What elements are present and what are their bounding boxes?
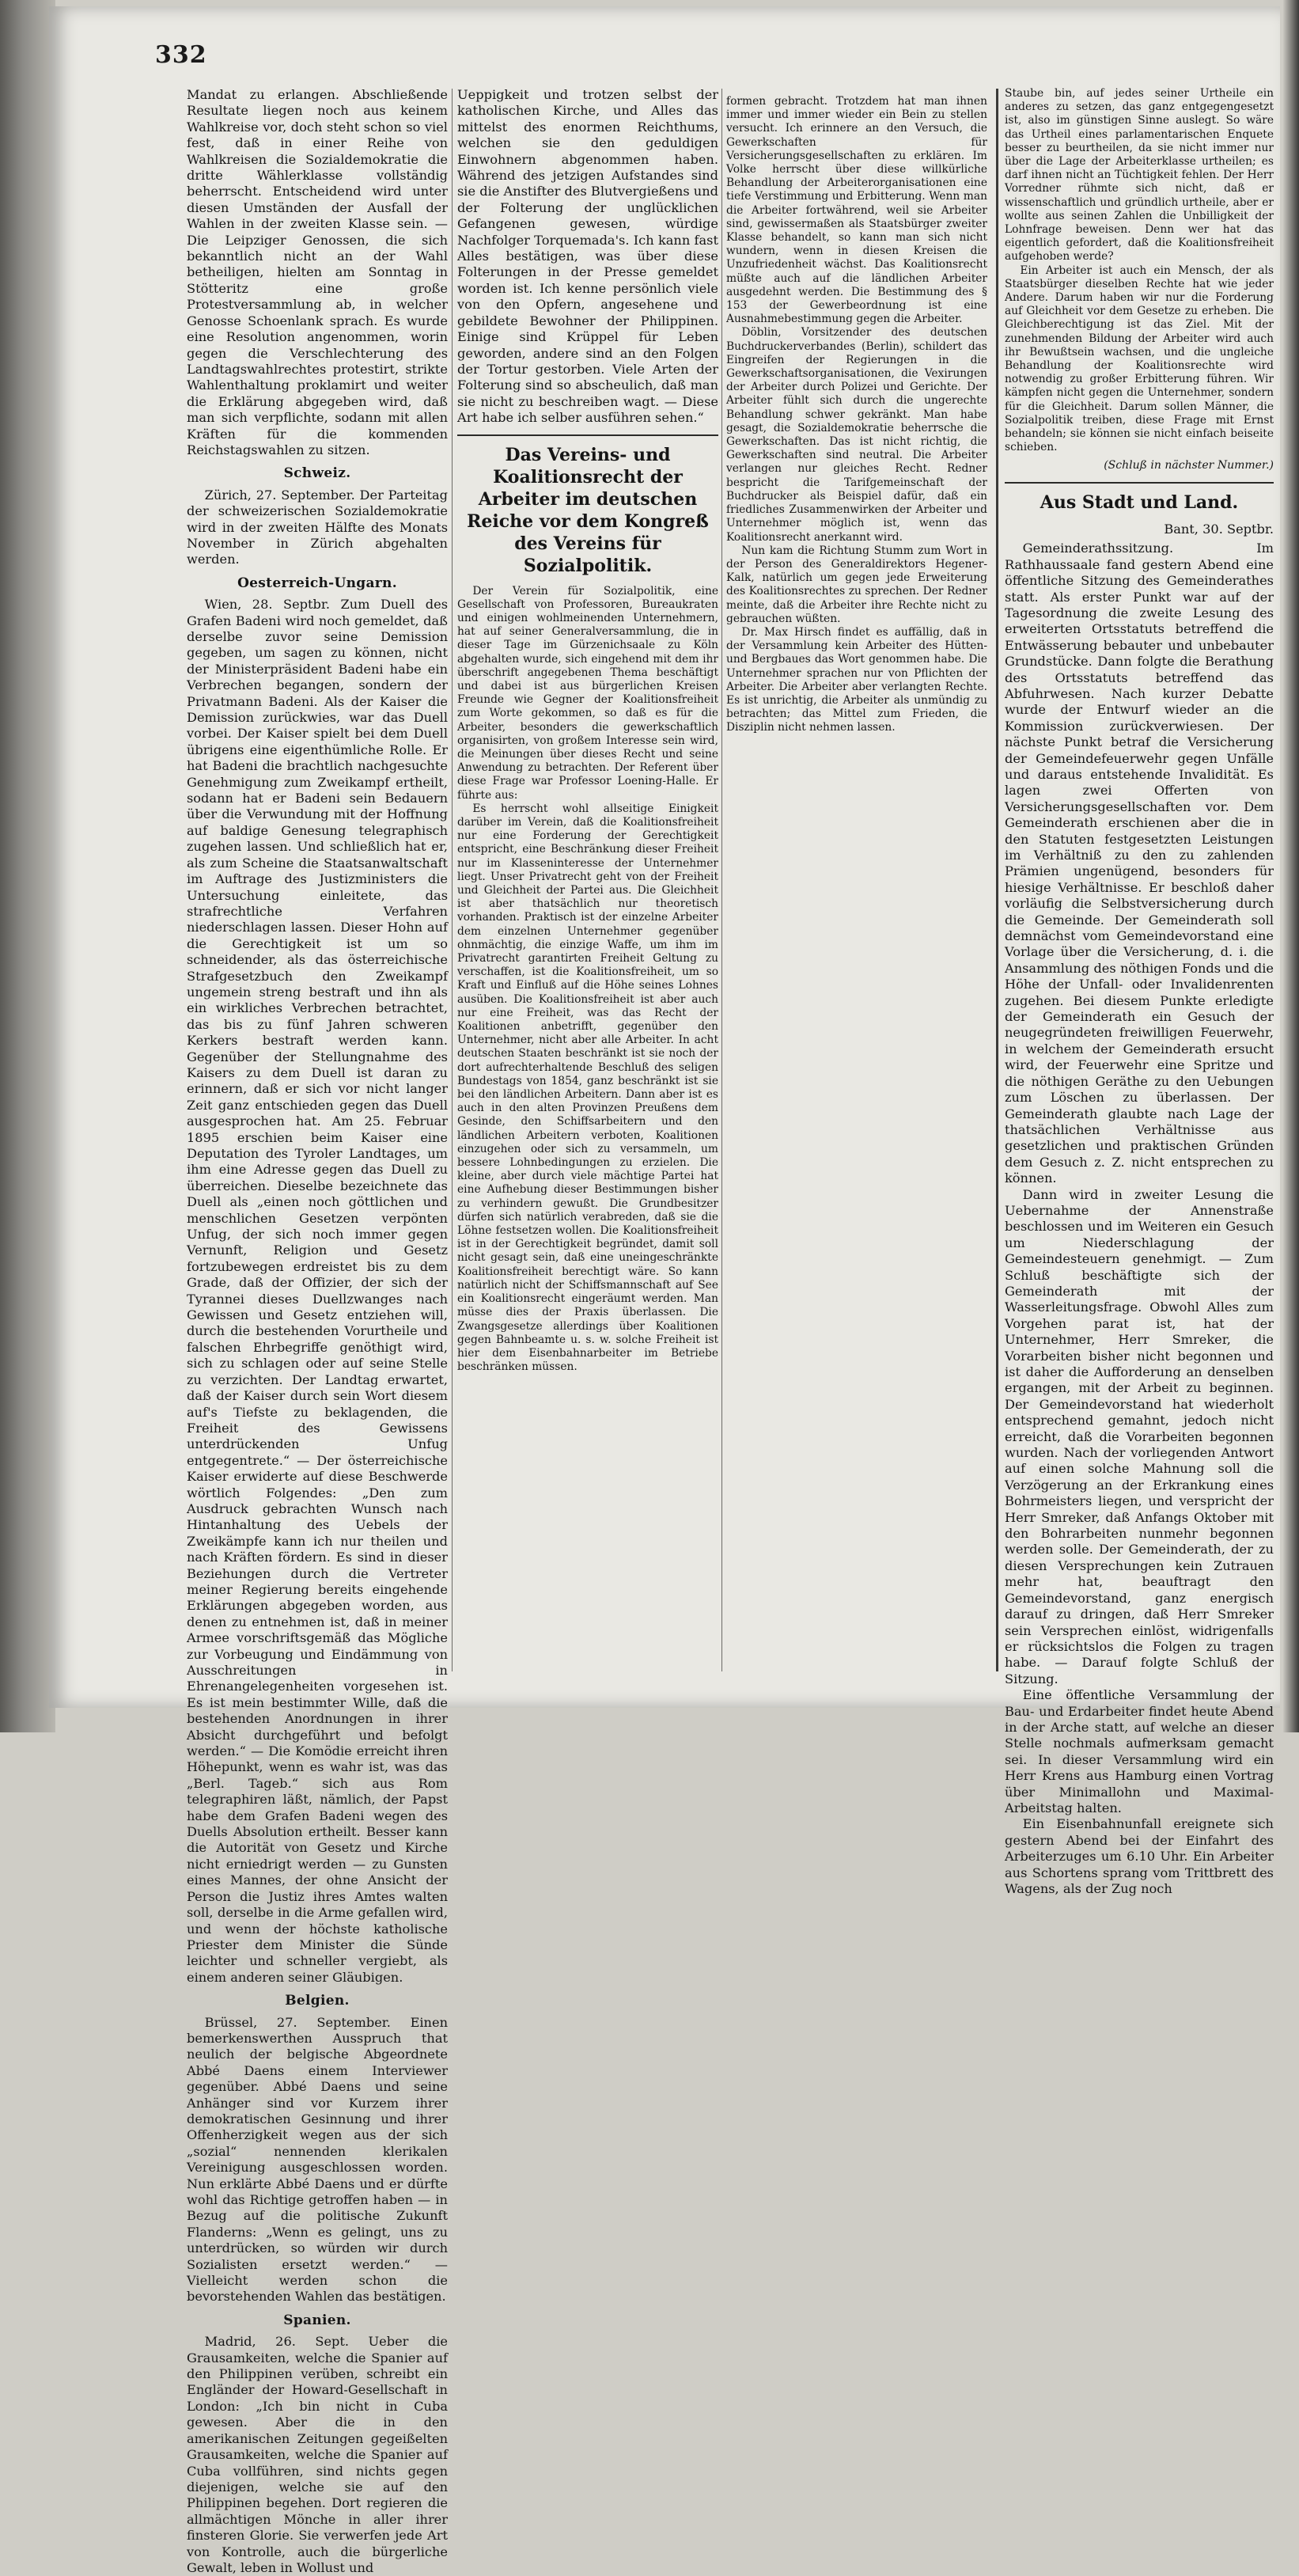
column-2 (457, 87, 718, 1662)
section-heading-local: Aus Stadt und Land. (1040, 491, 1239, 513)
article-paragraph: Ein Arbeiter ist auch ein Mensch, der als Staatsbürger dieselben Rechte hat wie jeder Andere. Darum haben wir nur die Forderung auf Gleichheit vor dem Gesetze zu erheben. Die Gleichberechtigung ist das Ziel. Mit der zunehmenden Bildung der Arbeiter wird auch ihr Bewußtsein wachsen, und die ungleiche Behandlung der Koalitionsrechte wird notwendig zu großer Erbitterung führen. Wir kämpfen nicht gegen die Unternehmer, sondern für die Gleichheit. Darum sollen Männer, die Sozialpolitik treiben, diese Frage mit Ernst behandeln; sie können sie nicht einfach beiseite schieben. (1005, 264, 1274, 454)
article-paragraph: Ueppigkeit und trotzen selbst der katholischen Kirche, und Alles das mittelst des enormen Reichthums, welchen sie den geduldigen Einwohnern abgenommen haben. Während des jetzigen Aufstandes sind sie die Anstifter des Blutvergießens und der Folterung der unglücklichen Gefangenen gewesen, würdige Nachfolger Torquemada's. Ich kann fast Alles bestätigen, was über diese Folterungen in der Presse gemeldet worden ist. Ich kenne persönlich viele von den Opfern, angesehene und gebildete Bewohner der Philippinen. Einige sind Krüppel für Leben geworden, andere sind an den Folgen der Tortur gestorben. Viele Arten der Folterung sind so abscheulich, daß man sie nicht zu beschreiben wagt. — Diese Art habe ich selber ausführen sehen.“ (457, 87, 719, 426)
scan-binding-shadow (0, 0, 55, 1732)
scan-edge-shadow (1283, 0, 1299, 1732)
section-heading-schweiz: Schweiz. (283, 465, 351, 482)
article-paragraph: Mandat zu erlangen. Abschließende Resultate liegen noch aus keinem Wahlkreise vor, doch steht schon so viel fest, daß in einer Reihe von Wahlkreisen die Sozialdemokratie die dritte Wählerklasse vollständig beherrscht. Entscheidend wird unter diesen Umständen der Ausfall der Wahlen in der zweiten Klasse sein. — Die Leipziger Genossen, die sich bekanntlich nicht an der Wahl betheiligen, hielten am Sonntag in Stötteritz eine große Protestversammlung ab, in welcher Genosse Schoenlank sprach. Es wurde eine Resolution angenommen, worin gegen die Verschlechterung des Landtagswahlrechtes protestirt, strikte Wahlenthaltung proklamirt und weiter die Erklärung abgegeben wird, daß man sich verpflichte, sodann mit allen Kräften für die kommenden Reichstagswahlen zu sitzen. (187, 87, 448, 457)
article-paragraph: formen gebracht. Trotzdem hat man ihnen immer und immer wieder ein Bein zu stellen versucht. Ich erinnere an den Versuch, die Gewerkschaften für Versicherungsgesellschaften zu erklären. Im Volke herrscht über diese willkürliche Behandlung der Arbeiterorganisationen eine tiefe Verstimmung und Erbitterung. Wenn man die Arbeiter fortwährend, weil sie Arbeiter sind, gewissermaßen als Staatsbürger zweiter Klasse behandelt, so kann man sich nicht wundern, wenn in diesen Kreisen die Unzufriedenheit wächst. Das Koalitionsrecht müßte auch auf die ländlichen Arbeiter ausgedehnt werden. Die Bestimmung des § 153 der Gewerbeordnung ist eine Ausnahmebestimmung gegen die Arbeiter. (726, 95, 987, 326)
column-rule (721, 89, 722, 1671)
article-paragraph: Döblin, Vorsitzender des deutschen Buchdruckerverbandes (Berlin), schildert das Eingreifen der Regierungen in die Gewerkschaftsorganisationen, die Vexirungen der Arbeiter durch Polizei und Gerichte. Der Arbeiter fühlt sich durch die ungerechte Behandlung schwer gekränkt. Man habe gesagt, die Sozialdemokratie beherrsche die Gewerkschaften. Das ist nicht richtig, die Gewerkschaften sind neutral. Die Arbeiter verlangen nur gleiches Recht. Redner bespricht die Tarifgemeinschaft der Buchdrucker als Beispiel dafür, daß ein friedliches Zusammenwirken der Arbeiter und Unternehmer möglich ist, wenn das Koalitionsrecht anerkannt wird. (726, 326, 987, 544)
article-paragraph: Ein Eisenbahnunfall ereignete sich gestern Abend bei der Einfahrt des Arbeiterzuges um 6.10 Uhr. Ein Arbeiter aus Schortens sprang vom Trittbrett des Wagens, als der Zug noch (1005, 1816, 1274, 1897)
dateline: Bant, 30. Septbr. (1164, 521, 1274, 537)
column-1 (187, 87, 448, 2575)
article-paragraph: Eine öffentliche Versammlung der Bau- und Erdarbeiter findet heute Abend in der Arche statt, auf welche an dieser Stelle nochmals aufmerksam gemacht sei. In dieser Versammlung wird ein Herr Krens aus Hamburg einen Vortrag über Minimallohn und Maximal-Arbeitstag halten. (1005, 1687, 1274, 1815)
section-heading-spanien: Spanien. (283, 2312, 351, 2328)
column-3 (726, 95, 987, 1670)
article-headline: Das Vereins- und Koalitionsrecht der Arbeiter im deutschen Reiche vor dem Kongreß des Vereins für Sozialpolitik. (467, 444, 709, 576)
article-paragraph: Madrid, 26. Sept. Ueber die Grausamkeiten, welche die Spanier auf den Philippinen verüben, schreibt ein Engländer der Howard-Gesellschaft in London: „Ich bin nicht in Cuba gewesen. Aber die in den amerikanischen Zeitungen gegeißelten Grausamkeiten, welche die Spanier auf Cuba vollführen, sind nichts gegen diejenigen, welche sie auf den Philippinen begehen. Dort regieren die allmächtigen Mönche in aller ihrer finsteren Glorie. Sie verwerfen jede Art von Kontrolle, auch die bürgerliche Gewalt, leben in Wollust und (187, 2334, 448, 2575)
section-divider (1005, 482, 1274, 484)
article-paragraph: Es herrscht wohl allseitige Einigkeit darüber im Verein, daß die Koalitionsfreiheit nur eine Forderung der Gerechtigkeit entspricht, eine Beschränkung dieser Freiheit nur im Klasseninteresse der Unternehmer liegt. Unser Privatrecht geht von der Freiheit und Gleichheit der Partei aus. Die Gleichheit ist aber thatsächlich nur theoretisch vorhanden. Praktisch ist der einzelne Arbeiter dem einzelnen Unternehmer gegenüber ohnmächtig, die einzige Waffe, um ihm im Privatrecht garantirten Freiheit Geltung zu verschaffen, ist die Koalitionsfreiheit, um so Kraft und Einfluß auf die Höhe seines Lohnes ausüben. Die Koalitionsfreiheit ist aber auch nur eine Freiheit, was das Recht der Koalitionen anbetrifft, gegenüber den Unternehmer, nicht aber alle Arbeiter. In acht deutschen Staaten beschränkt ist sie noch der dort aufrechterhaltende Beschluß des seligen Bundestags von 1854, ganz beschränkt ist sie bei den ländlichen Arbeitern. Dann aber ist es auch in den alten Provinzen Preußens dem Gesinde, den Schiffsarbeitern und den ländlichen Arbeitern verboten, Koalitionen einzugehen oder sich zu versammeln, um bessere Lohnbedingungen zu erzielen. Die kleine, aber durch viele mächtige Partei hat eine Aufhebung dieser Bestimmungen bisher zu verhindern gewußt. Die Grundbesitzer dürfen sich natürlich verabreden, daß sie die Löhne festsetzen wollen. Die Koalitionsfreiheit ist in der Gerechtigkeit begründet, damit soll nicht gesagt sein, daß eine uneingeschränkte Koalitionsfreiheit berechtigt wäre. So kann natürlich nicht der Schiffsmannschaft auf See ein Koalitionsrecht eingeräumt werden. Man müsse dies der Praxis überlassen. Die Zwangsgesetze allerdings über Koalitionen gegen Bahnbeamte u. s. w. solche Freiheit ist hier dem Eisenbahnarbeiter im Betriebe beschränken müssen. (457, 802, 718, 1374)
article-paragraph: Der Verein für Sozialpolitik, eine Gesellschaft von Professoren, Bureaukraten und einigen wohlmeinenden Unternehmern, hat auf seiner Generalversammlung, die in dieser Tage im Gürzenichsaale zu Köln abgehalten wurde, sich eingehend mit dem ihr überschrift angegebenen Thema beschäftigt und dabei ist aus bürgerlichen Kreisen Freunde wie Gegner der Koalitionsfreiheit zum Worte gekommen, so daß es für die Arbeiter, besonders die gewerkschaftlich organisirten, von großem Interesse sein wird, die Meinungen über dieses Recht und seine Anwendung zu betrachten. Der Referent über diese Frage war Professor Loening-Halle. Er führte aus: (457, 584, 718, 802)
page-number: 332 (155, 41, 207, 69)
section-heading-oesterreich: Oesterreich-Ungarn. (237, 575, 397, 591)
article-paragraph: Brüssel, 27. September. Einen bemerkenswerthen Ausspruch that neulich der belgische Abgeordnete Abbé Daens einem Interviewer gegenüber. Abbé Daens und seine Anhänger sind vor Kurzem ihrer demokratischen Gesinnung und ihrer Offenherzigkeit wegen aus der sich „sozial“ nennenden klerikalen Vereinigung ausgeschlossen worden. Nun erklärte Abbé Daens und er dürfte wohl das Richtige getroffen haben — in Bezug auf die politische Zukunft Flanderns: „Wenn es gelingt, uns zu unterdrücken, so würden wir durch Sozialisten ersetzt werden.“ — Vielleicht werden schon die bevorstehenden Wahlen das bestätigen. (187, 2014, 448, 2305)
column-rule (452, 89, 453, 1671)
continuation-note: (Schluß in nächster Nummer.) (1104, 459, 1274, 472)
article-paragraph: Nun kam die Richtung Stumm zum Wort in der Person des Generaldirektors Hegener-Kalk, natürlich um gegen jede Erweiterung des Koalitionsrechtes zu sprechen. Der Redner meinte, daß die Arbeiter ihre Rechte nicht zu gebrauchen wüßten. (726, 544, 987, 625)
column-rule (996, 89, 998, 1671)
article-paragraph: Gemeinderathssitzung. Im Rathhaussaale fand gestern Abend eine öffentliche Sitzung des Gemeinderathes statt. Als erster Punkt war auf der Tagesordnung die zweite Lesung des erweiterten Ortsstatuts betreffend die Entwässerung bebauter und unbebauter Grundstücke. Dann folgte die Berathung des Ortsstatuts betreffend das Abfuhrwesen. Nach kurzer Debatte wurde der Entwurf wieder an die Kommission zurückverwiesen. Der nächste Punkt betraf die Versicherung der Gemeindefeuerwehr gegen Unfälle und daraus entstehende Invalidität. Es lagen zwei Offerten von Versicherungsgesellschaften vor. Dem Gemeinderath erschienen aber die in den Statuten festgesetzten Leistungen im Verhältniß zu den zu zahlenden Prämien ungenügend, besonders für hiesige Verhältnisse. Er beschloß daher vorläufig die Selbstversicherung durch die Gemeinde. Der Gemeinderath soll demnächst vom Gemeindevorstand eine Vorlage über die Versicherung, d. i. die Ansammlung des nöthigen Fonds und die Höhe der Unfall- oder Invalidenrenten zugehen. Bei diesem Punkte erledigte der Gemeinderath ein Gesuch der neugegründeten freiwilligen Feuerwehr, in welchem der Gemeinderath ersucht wird, der Feuerwehr eine Spritze und die nöthigen Geräthe zu den Uebungen zum Löschen zu überlassen. Der Gemeinderath glaubte nach Lage der thatsächlichen Verhältnisse aus gesetzlichen und praktischen Gründen dem Gesuch z. Z. nicht entsprechen zu können. (1005, 541, 1274, 1186)
column-4 (1005, 87, 1274, 1897)
article-paragraph: Dr. Max Hirsch findet es auffällig, daß in der Versammlung kein Arbeiter des Hütten- und Bergbaues das Wort genommen habe. Die Unternehmer sprachen nur von Pflichten der Arbeiter. Die Arbeiter aber verlangten Rechte. Es ist unrichtig, die Arbeiter als unmündig zu betrachten; das Mittel zum Frieden, die Disziplin nicht nehmen lassen. (726, 625, 987, 734)
article-paragraph: Dann wird in zweiter Lesung die Uebernahme der Annenstraße beschlossen und im Weiteren ein Gesuch um Niederschlagung der Gemeindesteuern genehmigt. — Zum Schluß beschäftigte sich der Gemeinderath mit der Wasserleitungsfrage. Obwohl Alles zum Vorgehen parat ist, hat der Unternehmer, Herr Smreker, die Vorarbeiten bisher nicht begonnen und ist daher die Aufforderung an denselben ergangen, mit der Arbeit zu beginnen. Der Gemeindevorstand hat wiederholt entsprechend gemahnt, jedoch nicht erreicht, daß die Vorarbeiten begonnen wurden. Nach der vorliegenden Antwort auf einen solche Mahnung soll die Verzögerung an der Erkrankung eines Bohrmeisters liegen, und verspricht der Herr Smreker, daß Anfangs Oktober mit den Bohrarbeiten nunmehr begonnen werden solle. Der Gemeinderath, der zu diesen Versprechungen kein Zutrauen mehr hat, beauftragt den Gemeindevorstand, ganz energisch darauf zu dringen, daß Herr Smreker sein Versprechen einlöst, widrigenfalls er rücksichtslos die Folgen zu tragen habe. — Darauf folgte Schluß der Sitzung. (1005, 1186, 1274, 1686)
article-paragraph: Wien, 28. Septbr. Zum Duell des Grafen Badeni wird noch gemeldet, daß derselbe zuvor seine Demission gegeben, um sagen zu können, nicht der Ministerpräsident Badeni habe ein Verbrechen begangen, sondern der Privatmann Badeni. Als der Kaiser die Demission zurückwies, war das Duell vorbei. Der Kaiser spielt bei dem Duell übrigens eine eigenthümliche Rolle. Er hat Badeni die brachtlich nachgesuchte Genehmigung zum Zweikampf ertheilt, sodann hat er Badeni sein Bedauern über die Verwundung mit der Hoffnung auf baldige Genesung telegraphisch zugehen lassen. Und schließlich hat er, als zum Scheine die Staatsanwaltschaft im Auftrage des Justizministers die Untersuchung einleitete, das strafrechtliche Verfahren niederschlagen lassen. Dieser Hohn auf die Gerechtigkeit ist um so schneidender, als das österreichische Strafgesetzbuch den Zweikampf ungemein streng bestraft und ihn als ein wirkliches Verbrechen betrachtet, das bis zu fünf Jahren schweren Kerkers bestraft werden kann. Gegenüber der Stellungnahme des Kaisers zu dem Duell ist daran zu erinnern, daß er sich vor nicht langer Zeit ganz entschieden gegen das Duell ausgesprochen hat. Am 25. Februar 1895 erschien beim Kaiser eine Deputation des Tyroler Landtages, um ihm eine Adresse gegen das Duell zu überreichen. Dieselbe bezeichnete das Duell als „einen noch göttlichen und menschlichen Gesetzen verpönten Unfug, der sich noch immer gegen Vernunft, Religion und Gesetz fortzubewegen erdreistet bis zu dem Grade, daß der Offizier, der sich der Tyrannei dieses Duellzwanges nach Gewissen und Gesetz entziehen will, durch die bestehenden Vorurtheile und falschen Ehrbegriffe genöthigt wird, sich zu schlagen oder auf seine Stelle zu verzichten. Der Landtag erwartet, daß der Kaiser durch sein Wort diesem auf's Tiefste zu beklagenden, die Freiheit des Gewissens unterdrückenden Unfug entgegentrete.“ — Der österreichische Kaiser erwiderte auf diese Beschwerde wörtlich Folgendes: „Den zum Ausdruck gebrachten Wunsch nach Hintanhaltung des Uebels der Zweikämpfe kann ich nur theilen und nach Kräften fördern. Es sind in dieser Beziehungen durch die Vertreter meiner Regierung bereits eingehende Erklärungen abgegeben worden, aus denen zu entnehmen ist, daß in meiner Armee vorschriftsgemäß das Mögliche zur Vorbeugung und Eindämmung von Ausschreitungen in Ehrenangelegenheiten vorgesehen ist. Es ist mein bestimmter Wille, daß die bestehenden Anordnungen in ihrer Absicht durchgeführt und befolgt werden.“ — Die Komödie erreicht ihren Höhepunkt, wenn es wahr ist, was das „Berl. Tageb.“ sich aus Rom telegraphiren läßt, nämlich, der Papst habe dem Grafen Badeni wegen des Duells Absolution ertheilt. Besser kann die Autorität von Gesetz und Kirche nicht erniedrigt werden — zu Gunsten eines Mannes, der ohne Ansicht der Person die Justiz ihres Amtes walten soll, derselbe in die Arme gefallen wird, und wenn der höchste katholische Priester dem Minister die Sünde leichter und schneller vergiebt, als einem anderen seiner Gläubigen. (187, 597, 448, 1985)
article-paragraph: Zürich, 27. September. Der Parteitag der schweizerischen Sozialdemokratie wird in der zweiten Hälfte des Monats November in Zürich abgehalten werden. (187, 487, 448, 567)
section-divider (457, 434, 718, 436)
section-heading-belgien: Belgien. (285, 1993, 350, 2009)
article-paragraph: Staube bin, auf jedes seiner Urtheile ein anderes zu setzen, das ganz entgegengesetzt ist, also im günstigen Sinne auslegt. So wäre das Urtheil eines parlamentarischen Enquete besser zu beurtheilen, da sie nicht immer nur über die Lage der Arbeiterklasse urtheilen; es darf ihnen nicht an Tüchtigkeit fehlen. Der Herr Vorredner rühmte sich nicht, daß er wissenschaftlich und gründlich urtheile, aber er wollte aus seinen Zahlen die Unbilligkeit der Lohnfrage beweisen. Denn wer hat das eigentlich gefordert, daß die Koalitionsfreiheit aufgehoben werde? (1005, 87, 1274, 264)
